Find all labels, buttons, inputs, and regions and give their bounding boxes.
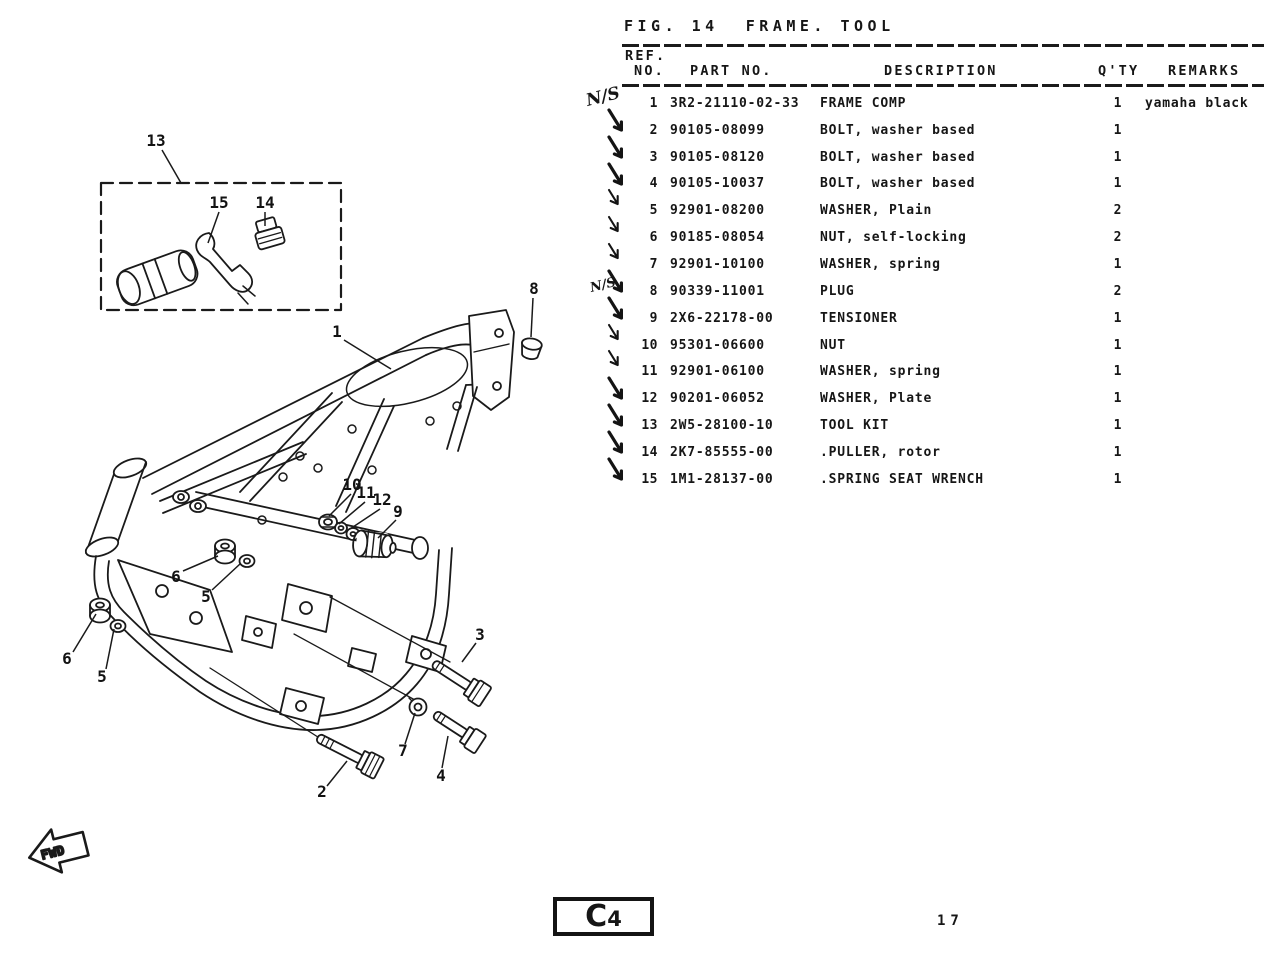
remarks-cell: yamaha black xyxy=(1145,95,1249,111)
ref-no-cell: 15 xyxy=(641,471,658,487)
frame-diagram xyxy=(0,0,600,900)
pen-check-icon xyxy=(606,162,630,190)
callout-number: 12 xyxy=(372,490,392,509)
description-cell: BOLT, washer based xyxy=(820,122,976,138)
qty-cell: 1 xyxy=(1113,95,1122,111)
part-no-cell: 90185-08054 xyxy=(670,230,765,246)
header-remarks: REMARKS xyxy=(1168,63,1241,79)
table-row xyxy=(592,171,1277,198)
pen-check-icon xyxy=(606,457,630,485)
callout-number: 8 xyxy=(529,279,539,298)
callout-number: 5 xyxy=(97,667,107,686)
part-no-cell: 90201-06052 xyxy=(670,391,765,407)
part-no-cell: 3R2-21110-02-33 xyxy=(670,95,800,111)
pen-check-icon xyxy=(606,188,630,216)
pen-check-icon xyxy=(606,323,630,351)
callout-number: 14 xyxy=(255,193,275,212)
description-cell: .PULLER, rotor xyxy=(820,444,941,460)
table-row xyxy=(592,224,1277,251)
part-no-cell: 90105-10037 xyxy=(670,176,765,192)
part-no-cell: 95301-06600 xyxy=(670,337,765,353)
description-cell: TENSIONER xyxy=(820,310,898,326)
pen-check-icon xyxy=(606,108,630,136)
description-cell: WASHER, Plain xyxy=(820,203,933,219)
fwd-label: FWD xyxy=(39,842,67,863)
pen-check-icon xyxy=(606,403,630,431)
plug-8 xyxy=(519,337,542,361)
qty-cell: 1 xyxy=(1113,444,1122,460)
table-row xyxy=(592,332,1277,359)
qty-cell: 1 xyxy=(1113,364,1122,380)
ref-no-cell: 4 xyxy=(649,176,658,192)
spring-seat-wrench xyxy=(196,233,255,304)
description-cell: .SPRING SEAT WRENCH xyxy=(820,471,984,487)
table-row xyxy=(592,117,1277,144)
bushing-6a xyxy=(215,540,235,564)
washer-5b xyxy=(111,620,126,632)
page-number: 17 xyxy=(937,913,964,929)
ref-no-cell: 10 xyxy=(641,337,658,353)
callout-number: 3 xyxy=(475,625,485,644)
ref-no-cell: 1 xyxy=(649,95,658,111)
table-row xyxy=(592,466,1277,493)
callout-number: 13 xyxy=(146,131,166,150)
header-ref-line2: NO. xyxy=(634,63,665,79)
table-row xyxy=(592,385,1277,412)
qty-cell: 2 xyxy=(1113,283,1122,299)
frame-line-art xyxy=(24,183,543,879)
table-row xyxy=(588,274,1277,305)
ref-no-cell: 2 xyxy=(649,122,658,138)
qty-cell: 1 xyxy=(1113,122,1122,138)
description-cell: WASHER, spring xyxy=(820,364,941,380)
table-row xyxy=(584,83,1277,117)
handwritten-mark xyxy=(592,466,632,493)
ref-no-cell: 13 xyxy=(641,418,658,434)
pen-check-icon xyxy=(606,269,630,297)
figure-title: FIG. 14 FRAME. TOOL xyxy=(624,17,895,35)
qty-cell: 1 xyxy=(1113,471,1122,487)
section-code-sub: 4 xyxy=(607,907,622,931)
frame-body xyxy=(83,310,514,755)
pen-check-icon xyxy=(606,349,630,377)
description-cell: WASHER, spring xyxy=(820,256,941,272)
header-qty: Q'TY xyxy=(1098,63,1140,79)
part-no-cell: 2X6-22178-00 xyxy=(670,310,774,326)
header-part-no: PART NO. xyxy=(690,63,773,79)
bolt-4 xyxy=(428,705,486,753)
part-no-cell: 2W5-28100-10 xyxy=(670,418,774,434)
ref-no-cell: 12 xyxy=(641,391,658,407)
callout-number: 9 xyxy=(393,502,403,521)
ref-no-cell: 8 xyxy=(649,283,658,299)
description-cell: NUT xyxy=(820,337,846,353)
callout-number: 4 xyxy=(436,766,446,785)
ref-no-cell: 5 xyxy=(649,203,658,219)
callout-number: 6 xyxy=(62,649,72,668)
part-no-cell: 92901-06100 xyxy=(670,364,765,380)
qty-cell: 1 xyxy=(1113,149,1122,165)
part-no-cell: 2K7-85555-00 xyxy=(670,444,774,460)
qty-cell: 2 xyxy=(1113,203,1122,219)
callout-number: 5 xyxy=(201,587,211,606)
pen-check-icon xyxy=(606,430,630,458)
pen-check-icon xyxy=(606,242,630,270)
table-row xyxy=(592,412,1277,439)
callout-number: 7 xyxy=(398,741,408,760)
washer-11 xyxy=(335,523,347,534)
callout-number: 2 xyxy=(317,782,327,801)
pen-check-icon xyxy=(606,376,630,404)
part-no-cell: 1M1-28137-00 xyxy=(670,471,774,487)
pen-check-icon xyxy=(606,215,630,243)
description-cell: NUT, self-locking xyxy=(820,230,967,246)
ref-no-cell: 3 xyxy=(649,149,658,165)
qty-cell: 1 xyxy=(1113,176,1122,192)
qty-cell: 2 xyxy=(1113,230,1122,246)
table-row xyxy=(592,197,1277,224)
washer-7 xyxy=(409,698,427,716)
description-cell: TOOL KIT xyxy=(820,418,890,434)
part-no-cell: 90339-11001 xyxy=(670,283,765,299)
fwd-arrow-icon xyxy=(24,822,91,879)
rotor-puller xyxy=(252,216,286,250)
ref-no-cell: 9 xyxy=(649,310,658,326)
table-row xyxy=(592,439,1277,466)
title-divider xyxy=(622,44,1264,47)
part-no-cell: 92901-10100 xyxy=(670,256,765,272)
header-ref-line1: REF. xyxy=(625,48,667,64)
table-row xyxy=(592,251,1277,278)
part-no-cell: 90105-08120 xyxy=(670,149,765,165)
table-row xyxy=(592,305,1277,332)
bolt-2 xyxy=(312,727,384,779)
table-row xyxy=(592,358,1277,385)
qty-cell: 1 xyxy=(1113,391,1122,407)
not-sold-annotation: N/S xyxy=(588,274,618,296)
ref-no-cell: 7 xyxy=(649,256,658,272)
qty-cell: 1 xyxy=(1113,310,1122,326)
washer-5a xyxy=(240,555,255,567)
ref-no-cell: 6 xyxy=(649,230,658,246)
header-description: DESCRIPTION xyxy=(884,63,998,79)
qty-cell: 1 xyxy=(1113,256,1122,272)
part-no-cell: 90105-08099 xyxy=(670,122,765,138)
qty-cell: 1 xyxy=(1113,337,1122,353)
callout-number: 11 xyxy=(356,483,376,502)
parts-table-body xyxy=(584,83,1277,493)
description-cell: FRAME COMP xyxy=(820,95,907,111)
tool-bag xyxy=(113,247,201,309)
description-cell: WASHER, Plate xyxy=(820,391,933,407)
callout-number: 15 xyxy=(209,193,229,212)
ref-no-cell: 11 xyxy=(641,364,658,380)
callout-number: 10 xyxy=(342,475,362,494)
section-code-box xyxy=(553,897,654,936)
not-sold-annotation: N/S xyxy=(584,83,622,111)
section-code: C xyxy=(585,898,608,934)
pen-check-icon xyxy=(606,296,630,324)
bolt-3 xyxy=(427,654,492,707)
description-cell: PLUG xyxy=(820,283,855,299)
part-no-cell: 92901-08200 xyxy=(670,203,765,219)
description-cell: BOLT, washer based xyxy=(820,176,976,192)
ref-no-cell: 14 xyxy=(641,444,658,460)
callout-number: 6 xyxy=(171,567,181,586)
header-divider xyxy=(622,84,1264,87)
table-row xyxy=(592,144,1277,171)
description-cell: BOLT, washer based xyxy=(820,149,976,165)
callout-number: 1 xyxy=(332,322,342,341)
qty-cell: 1 xyxy=(1113,418,1122,434)
pen-check-icon xyxy=(606,135,630,163)
